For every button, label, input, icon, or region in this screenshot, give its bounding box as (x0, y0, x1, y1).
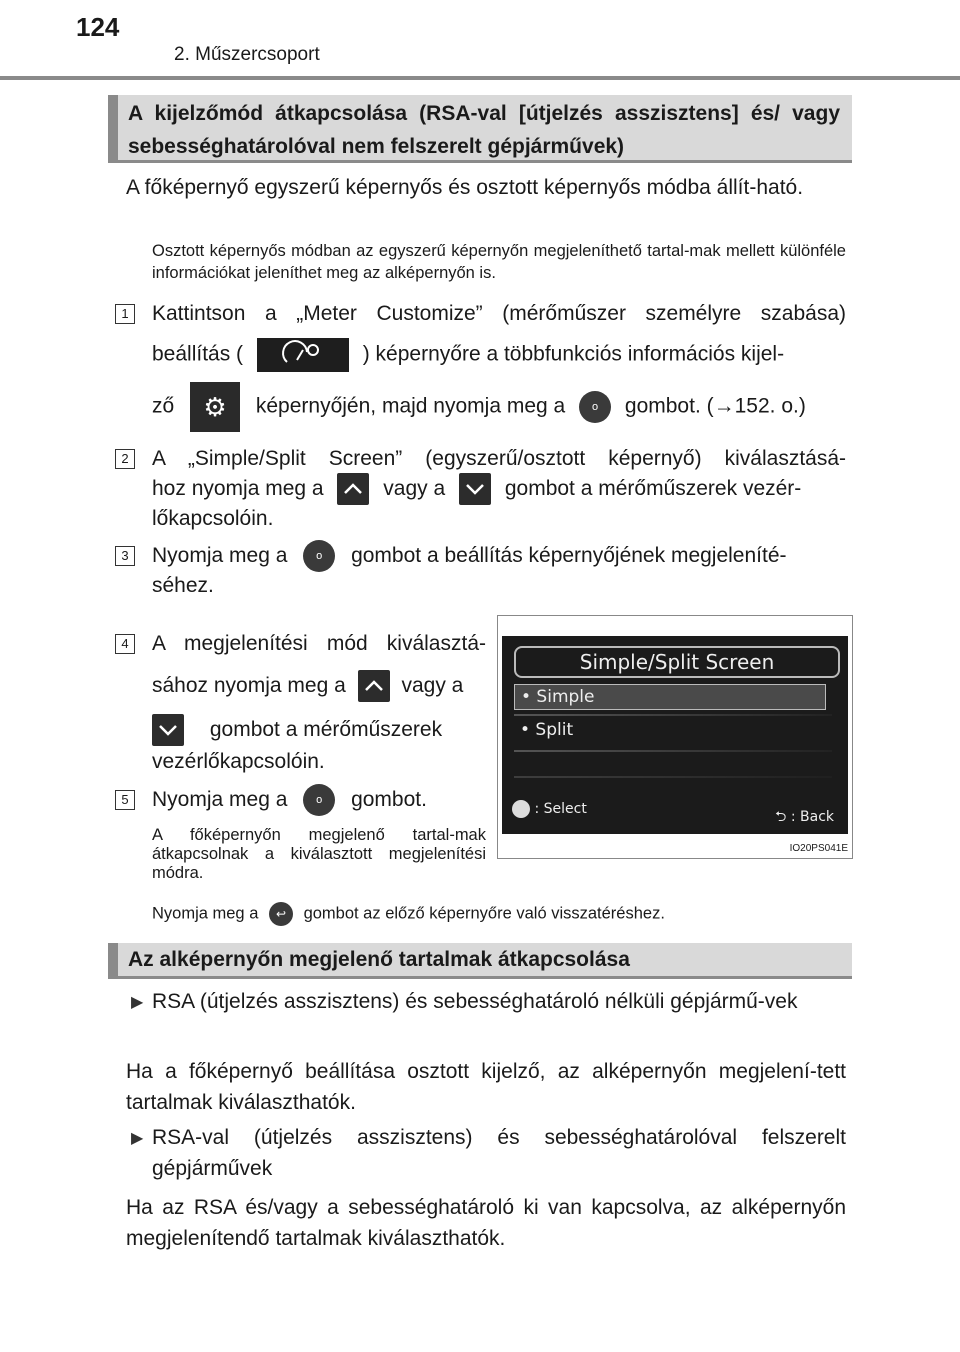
bullet-2-title: RSA-val (útjelzés asszisztens) és sebességhatárolóval felszerelt gépjárművek (152, 1126, 846, 1180)
step-1-text-b1: beállítás ( (152, 342, 244, 366)
bullet-1-title: RSA (útjelzés asszisztens) és sebességhatároló nélküli gépjármű-vek (152, 990, 798, 1013)
back-hint (775, 806, 834, 830)
screen-divider (514, 750, 832, 752)
step-4-text-c: gombot a mérőműszerek (209, 718, 443, 741)
screen-title: Simple/Split Screen (514, 646, 840, 678)
step-2-text-b2: vagy a (383, 477, 446, 500)
down-button-icon (459, 473, 491, 505)
select-knob-icon (512, 800, 530, 818)
display-screen (502, 636, 848, 834)
step-number-4: 4 (115, 634, 135, 654)
bullet-2-text: Ha az RSA és/vagy a sebességhatároló ki van kapcsolva, az alképernyőn megjelenítendő tartalmak kiválaszthatók. (126, 1196, 846, 1250)
step-2-text-b3: gombot a mérőműszerek vezér- (504, 477, 802, 500)
step-5-note: A főképernyőn megjelenő tartal-mak átkapcsolnak a kiválasztott megjelenítési módra. (152, 826, 486, 882)
page-number: 124 (76, 12, 120, 42)
screen-divider (514, 776, 832, 778)
step-5-line-a (152, 784, 427, 816)
step-number-2: 2 (115, 449, 135, 469)
step-1-line-a: Kattintson a „Meter Customize” (mérőműszer személyre szabása) (152, 302, 846, 325)
step-4-text-b2: vagy a (401, 674, 464, 697)
select-hint (512, 800, 587, 818)
step-2-line-b (152, 473, 846, 505)
screen-figure (497, 615, 853, 859)
step-1-text-c2: képernyőjén, majd nyomja meg a (255, 394, 566, 418)
step-3-line-b: séhez. (152, 574, 214, 597)
step-4-line-d: vezérlőkapcsolóin. (152, 750, 325, 773)
bullet-1-text: Ha a főképernyő beállítása osztott kijelző, az alképernyőn megjelení-tett tartalmak kiválaszthatók. (126, 1060, 846, 1114)
step-4-text-b1: sához nyomja meg a (152, 674, 346, 697)
step-1-line-c (152, 382, 846, 432)
step-5-text-a2: gombot. (351, 788, 427, 811)
step-1-text-c3: gombot. (→152. o.) (624, 394, 806, 418)
section-heading-subscreen: Az alképernyőn megjelenő tartalmak átkapcsolása (108, 943, 852, 979)
header-rule (0, 76, 960, 80)
ok-button-icon: o (303, 784, 335, 816)
back-note-text-a: Nyomja meg a (152, 904, 259, 923)
bullet-triangle-icon: ▶ (131, 994, 144, 1011)
option-split: • Split (520, 720, 574, 740)
step-4-line-c (152, 714, 486, 746)
select-label: : Select (534, 801, 587, 817)
step-3-text-a1: Nyomja meg a (152, 544, 288, 567)
step-5-text-a1: Nyomja meg a (152, 788, 288, 811)
screen-divider (514, 714, 832, 716)
up-button-icon (358, 670, 390, 702)
meter-customize-icon (257, 338, 349, 372)
option-simple: • Simple (514, 684, 826, 710)
settings-gear-icon: ⚙ (190, 382, 240, 432)
step-3-text-a2: gombot a beállítás képernyőjének megjeleníté- (351, 544, 787, 567)
back-label: : Back (790, 809, 834, 825)
back-button-icon: ↩ (269, 902, 293, 926)
step-2-text-b1: hoz nyomja meg a (152, 477, 324, 500)
section-heading-display-mode: A kijelzőmód átkapcsolása (RSA-val [útjelzés asszisztens] és/ vagy sebességhatárolóval nem felszerelt gépjárművek) (108, 95, 852, 163)
step-4-line-b (152, 670, 486, 702)
ok-button-icon: o (579, 391, 611, 423)
step-3-line-a (152, 540, 846, 572)
step-2-line-a: A „Simple/Split Screen” (egyszerű/osztott képernyő) kiválasztásá- (152, 447, 846, 470)
step-4-line-a: A megjelenítési mód kiválasztá- (152, 632, 486, 655)
step-number-1: 1 (115, 304, 135, 324)
step-1-line-b (152, 338, 846, 372)
step-number-5: 5 (115, 790, 135, 810)
figure-code: IO20PS041E (789, 843, 848, 854)
back-note (152, 902, 665, 926)
ok-button-icon: o (303, 540, 335, 572)
step-1-text-b2: ) képernyőre a többfunkciós információs kijel- (362, 342, 785, 366)
back-arrow-icon: ⮌ (775, 809, 787, 825)
section1-note: Osztott képernyős módban az egyszerű képernyőn megjeleníthető tartal-mak mellett különféle információkat jeleníthet meg az alképernyőn is. (152, 242, 846, 282)
step-2-line-c: lőkapcsolóin. (152, 507, 274, 530)
section1-intro: A főképernyő egyszerű képernyős és osztott képernyős módba állít-ható. (126, 176, 804, 199)
down-button-icon (152, 714, 184, 746)
back-note-text-b: gombot az előző képernyőre való visszatéréshez. (303, 904, 665, 923)
bullet-triangle-icon: ▶ (131, 1130, 144, 1147)
step-1-text-c1: ző (152, 394, 175, 418)
up-button-icon (337, 473, 369, 505)
chapter-title: 2. Műszercsoport (174, 44, 320, 65)
step-number-3: 3 (115, 546, 135, 566)
